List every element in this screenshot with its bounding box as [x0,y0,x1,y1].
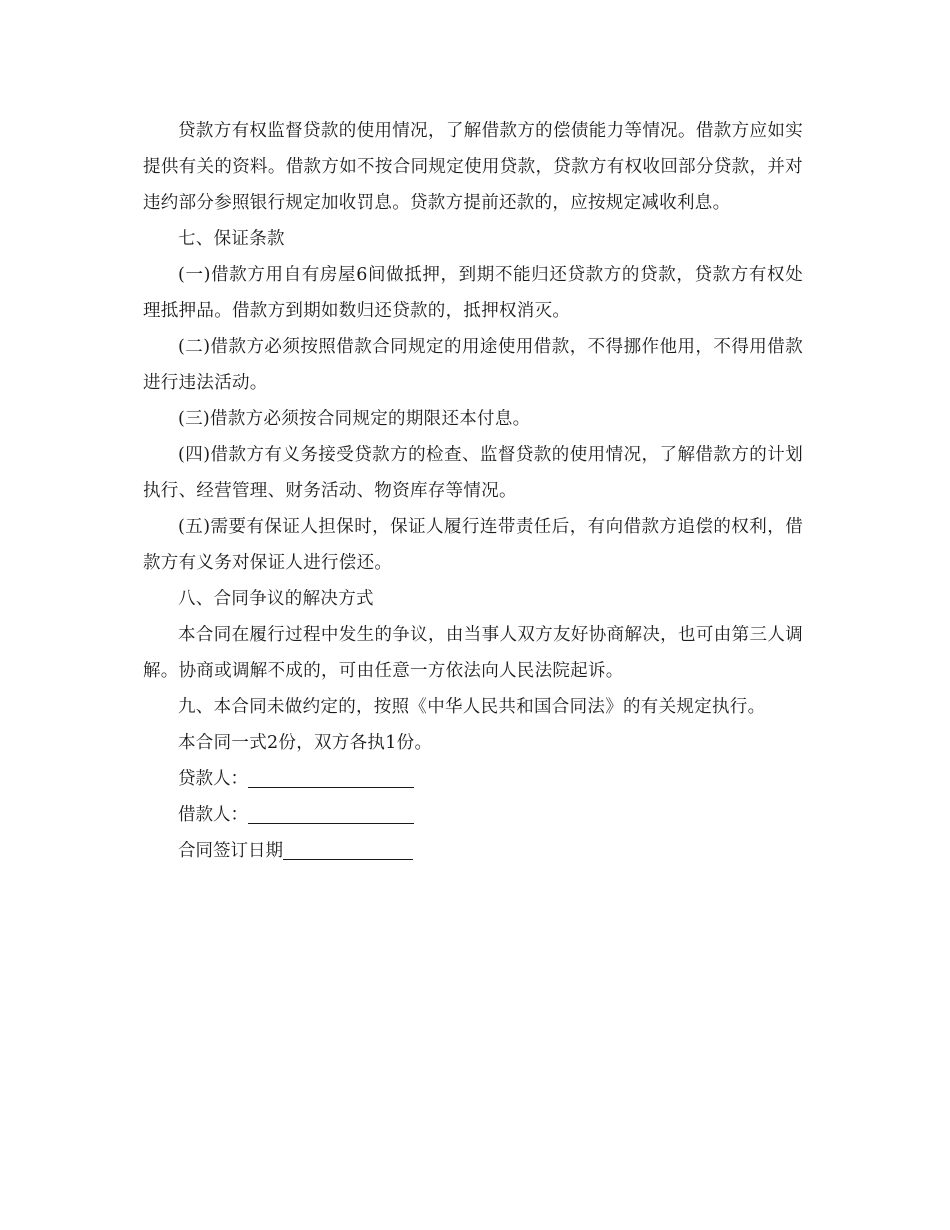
clause-5-guarantor: (五)需要有保证人担保时，保证人履行连带责任后，有向借款方追偿的权利，借款方有义务对保证人进行偿还。 [143,517,803,573]
clause-2-usage: (二)借款方必须按照借款合同规定的用途使用借款，不得挪作他用，不得用借款进行违法活动。 [143,337,803,393]
lender-signature-blank [248,765,414,788]
section-heading-disputes: 八、合同争议的解决方式 [178,589,374,609]
section-heading-guarantee: 七、保证条款 [178,229,285,249]
paragraph-copies: 本合同一式2份，双方各执1份。 [178,733,433,753]
paragraph-lender-rights: 贷款方有权监督贷款的使用情况，了解借款方的偿债能力等情况。借款方应如实提供有关的资料。借款方如不按合同规定使用贷款，贷款方有权收回部分贷款，并对违约部分参照银行规定加收罚息。贷款方提前还款的，应按规定减收利息。 [143,121,803,213]
borrower-signature-blank [248,801,414,824]
signing-date-line [143,833,803,869]
lender-signature-line [143,761,803,797]
clause-1-mortgage: (一)借款方用自有房屋6间做抵押，到期不能归还贷款方的贷款，贷款方有权处理抵押品。借款方到期如数归还贷款的，抵押权消灭。 [143,265,803,321]
signing-date-blank [283,837,413,860]
borrower-signature-line [143,797,803,833]
paragraph-dispute-resolution: 本合同在履行过程中发生的争议，由当事人双方友好协商解决，也可由第三人调解。协商或调解不成的，可由任意一方依法向人民法院起诉。 [143,625,803,681]
clause-4-inspection: (四)借款方有义务接受贷款方的检查、监督贷款的使用情况，了解借款方的计划执行、经营管理、财务活动、物资库存等情况。 [143,445,803,501]
section-nine-applicable-law: 九、本合同未做约定的，按照《中华人民共和国合同法》的有关规定执行。 [178,697,766,717]
lender-label: 贷款人： [178,769,248,789]
signing-date-label: 合同签订日期 [178,841,283,861]
clause-3-repayment: (三)借款方必须按合同规定的期限还本付息。 [178,409,531,429]
contract-body [143,113,803,869]
borrower-label: 借款人： [178,805,248,825]
